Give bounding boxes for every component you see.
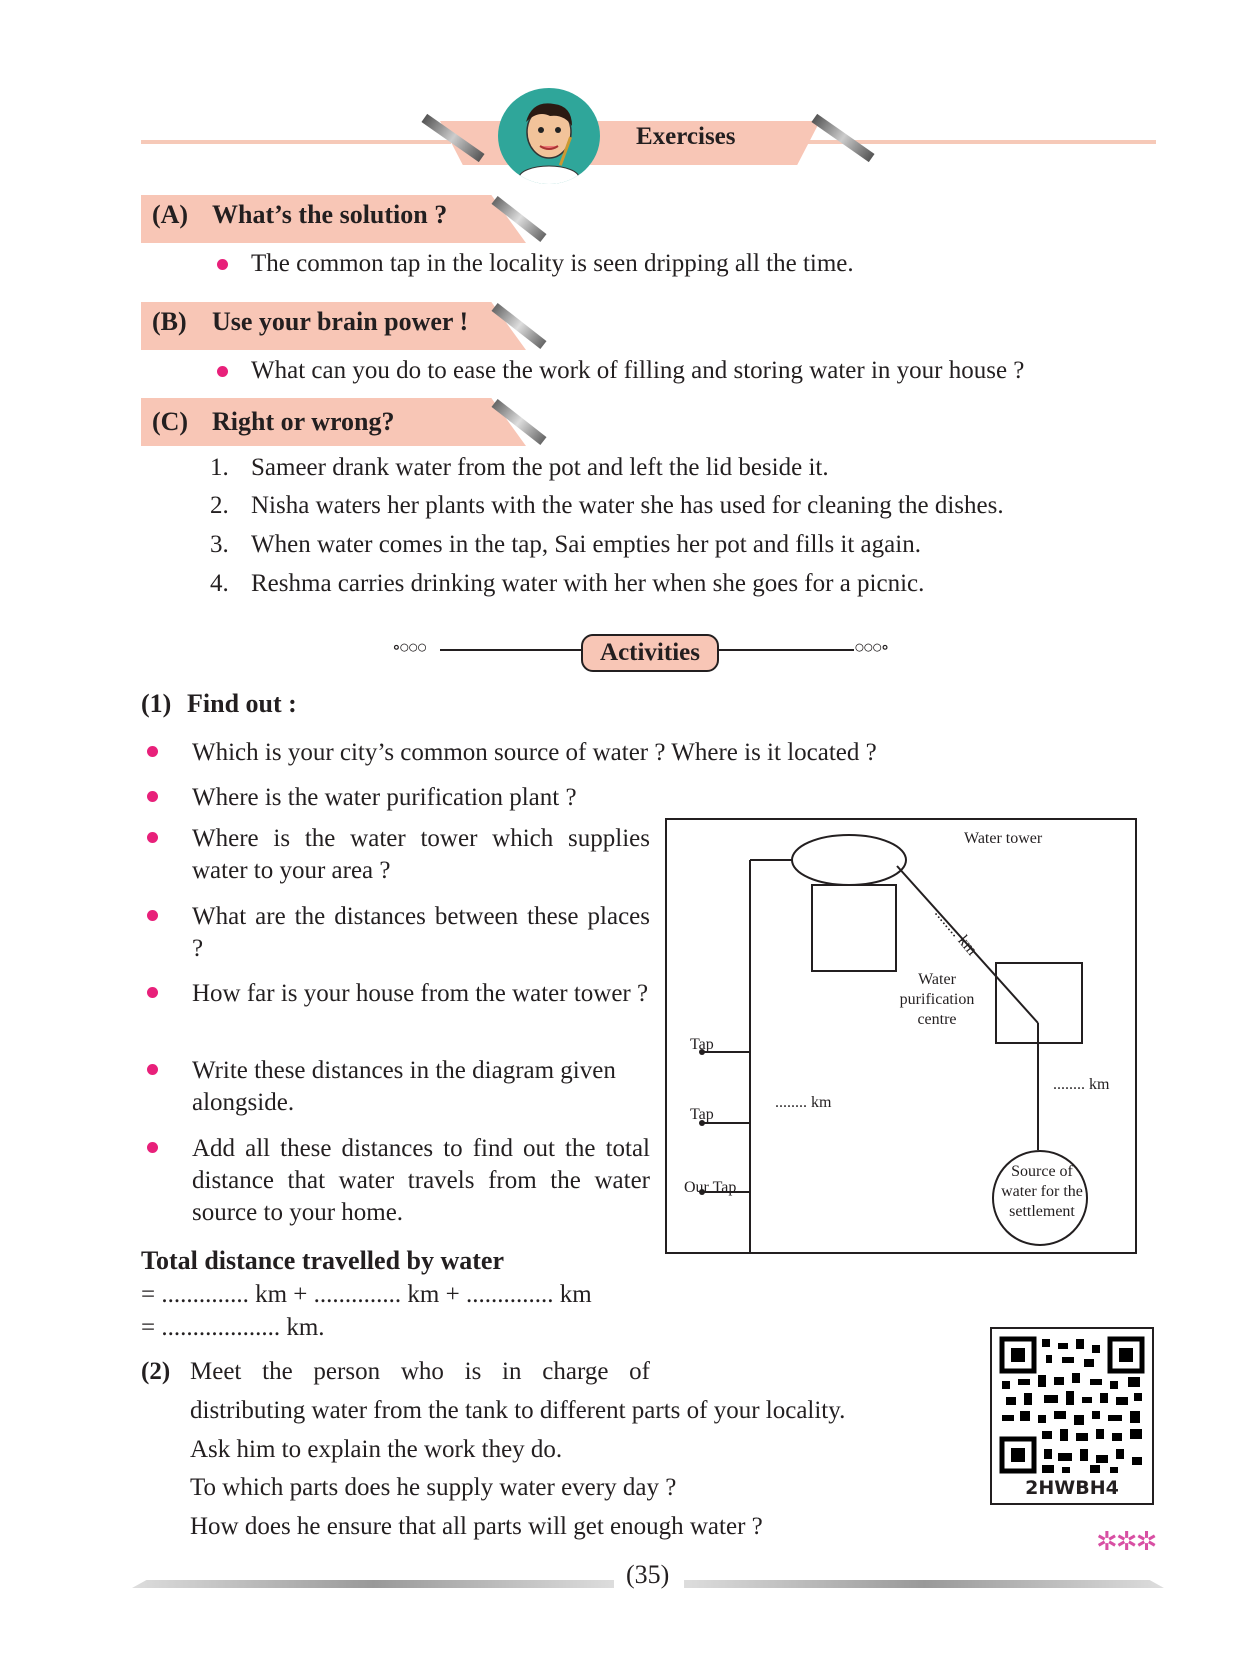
header-rule-left — [141, 140, 451, 144]
list-item-number: 3. — [210, 531, 229, 558]
source-label-1: Source of — [1011, 1163, 1073, 1180]
tap-label: Tap — [690, 1106, 714, 1123]
bullet-dot — [217, 259, 228, 270]
purification-label-3: centre — [917, 1011, 957, 1028]
list-item-number: 4. — [210, 570, 229, 597]
distance-tower-house: ........ km — [775, 1094, 832, 1111]
bullet-dot — [147, 746, 158, 757]
water-tower-label: Water tower — [964, 830, 1043, 847]
find-out-bullet: What are the distances between these places ? — [192, 903, 650, 962]
section-c-label: (C) — [152, 407, 189, 436]
source-label-3: settlement — [1009, 1203, 1075, 1220]
qr-caption: 2HWBH4 — [1025, 1477, 1119, 1499]
find-out-title: Find out : — [187, 689, 297, 718]
meet-line: How does he ensure that all parts will get enough water ? — [190, 1513, 763, 1540]
find-out-bullet: Which is your city’s common source of water ? Where is it located ? — [192, 739, 877, 766]
purification-label-2: purification — [899, 991, 975, 1008]
distance-source-purification: ........ km — [1053, 1076, 1110, 1093]
list-item: Sameer drank water from the pot and left the lid beside it. — [251, 454, 829, 481]
find-out-bullet: Add all these distances to find out the total distance that water travels from the water source to your home. — [192, 1135, 650, 1226]
find-out-bullet: Where is the water purification plant ? — [192, 784, 577, 811]
distance-tower-purification: ........ km — [931, 904, 981, 959]
tap-label: Tap — [690, 1036, 714, 1053]
ornament-left: ∘○○○ — [392, 637, 426, 657]
footer-bar-right — [684, 1580, 1164, 1588]
page-number: (35) — [626, 1560, 670, 1589]
list-item: Nisha waters her plants with the water she has used for cleaning the dishes. — [251, 492, 1004, 519]
meet-label: (2) — [141, 1358, 171, 1385]
find-out-bullet: Write these distances in the diagram given alongside. — [192, 1057, 616, 1116]
meet-line: Ask him to explain the work they do. — [190, 1436, 563, 1463]
our-tap-label: Our Tap — [684, 1179, 737, 1196]
find-out-bullet: How far is your house from the water tower ? — [192, 980, 649, 1007]
ornament-right: ○○○∘ — [854, 637, 888, 657]
ornament-line-left — [440, 649, 581, 651]
section-a-bullet: The common tap in the locality is seen dripping all the time. — [251, 250, 854, 277]
section-a-title: What’s the solution ? — [212, 200, 448, 229]
bullet-dot — [147, 1142, 158, 1153]
water-supply-diagram — [665, 818, 1137, 1254]
bullet-dot — [147, 1064, 158, 1075]
bullet-dot — [147, 910, 158, 921]
meet-line: distributing water from the tank to different parts of your locality. — [190, 1397, 846, 1424]
list-item: Reshma carries drinking water with her when she goes for a picnic. — [251, 570, 925, 597]
header-band — [440, 121, 820, 165]
boy-eating-mascot — [498, 88, 600, 184]
source-label-2: water for the — [1001, 1183, 1083, 1200]
meet-line: Meet the person who is in charge of — [190, 1358, 650, 1385]
list-item-number: 1. — [210, 454, 229, 481]
find-out-bullet: Where is the water tower which supplies water to your area ? — [192, 825, 650, 884]
qr-code[interactable] — [990, 1327, 1154, 1505]
activities-title: Activities — [581, 634, 719, 672]
total-distance-line-2: = ................... km. — [141, 1314, 325, 1341]
section-b-label: (B) — [152, 307, 187, 336]
end-stars: ✲✲✲ — [1096, 1527, 1156, 1556]
header-stripe-right — [811, 114, 874, 162]
exercises-title: Exercises — [636, 123, 736, 150]
total-distance-heading: Total distance travelled by water — [141, 1246, 504, 1275]
find-out-label: (1) — [141, 689, 172, 718]
section-b-bullet: What can you do to ease the work of filling and storing water in your house ? — [251, 357, 1025, 384]
bullet-dot — [147, 791, 158, 802]
ornament-line-right — [717, 649, 854, 651]
list-item: When water comes in the tap, Sai empties her pot and fills it again. — [251, 531, 921, 558]
bullet-dot — [217, 366, 228, 377]
list-item-number: 2. — [210, 492, 229, 519]
section-c-title: Right or wrong? — [212, 407, 395, 436]
purification-label-1: Water — [918, 971, 956, 988]
section-a-label: (A) — [152, 200, 189, 229]
meet-line: To which parts does he supply water every day ? — [190, 1474, 677, 1501]
section-b-title: Use your brain power ! — [212, 307, 469, 336]
footer-bar-left — [132, 1580, 614, 1588]
bullet-dot — [147, 832, 158, 843]
total-distance-line-1: = .............. km + .............. km + .............. km — [141, 1281, 592, 1308]
bullet-dot — [147, 987, 158, 998]
